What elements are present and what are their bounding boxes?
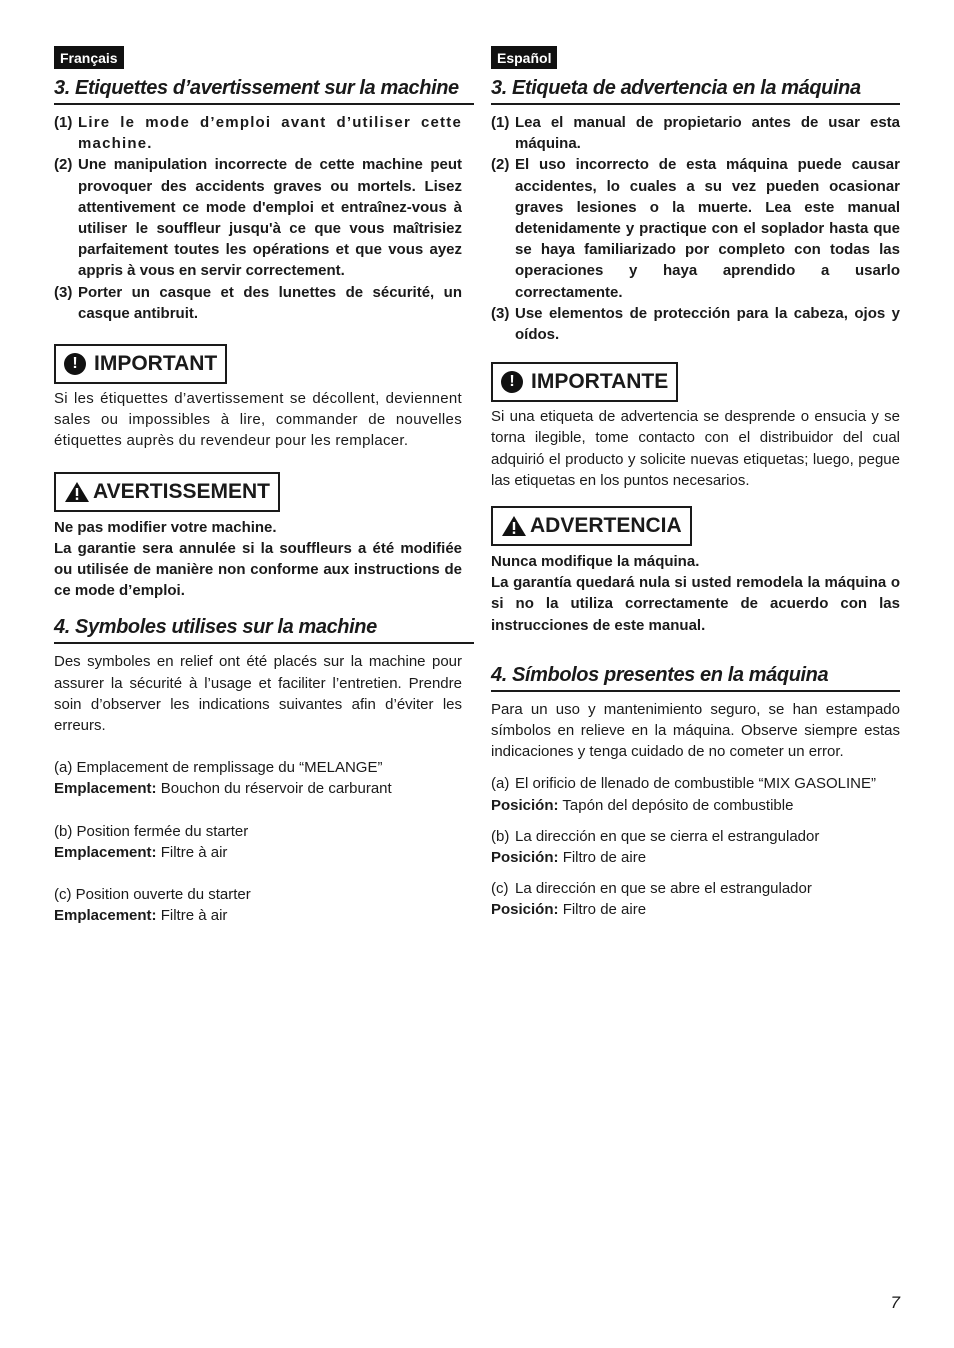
warning-label: AVERTISSEMENT bbox=[93, 479, 270, 503]
item-number: (1) bbox=[491, 114, 510, 131]
section-4-title: 4. Símbolos presentes en la máquina bbox=[491, 663, 900, 692]
location-value: Filtre à air bbox=[160, 907, 228, 925]
item-text: Use elementos de protección para la cabeza, ojos y oídos. bbox=[515, 304, 900, 344]
location-label: Emplacement: bbox=[54, 843, 157, 861]
list-item bbox=[54, 282, 462, 324]
important-box-wrap bbox=[54, 344, 462, 384]
list-item bbox=[54, 154, 462, 281]
warning-line-2: La garantía quedará nula si usted remodela la máquina o si no la utiliza correctamente de acuerdo con las instrucciones de este manual. bbox=[491, 574, 900, 634]
symbol-description bbox=[54, 821, 462, 842]
symbol-text: La dirección en que se cierra el estrangulador bbox=[515, 827, 820, 845]
symbol-entry bbox=[491, 826, 900, 868]
language-tag: Français bbox=[54, 46, 124, 69]
location-label: Posición: bbox=[491, 901, 559, 919]
page-number: 7 bbox=[890, 1293, 900, 1312]
symbol-letter: (b) bbox=[54, 822, 73, 840]
location-label: Posición: bbox=[491, 796, 559, 814]
warning-triangle-icon bbox=[501, 515, 527, 537]
item-text: El uso incorrecto de esta máquina puede causar accidentes, lo cuales a su vez pueden ocasionar graves lesiones o la muerte. Lea este manual detenidamente y practique con el soplador hasta que se haya familiarizado por completo con todas las operaciones y haya aprendido a usarlo correctamente. bbox=[515, 156, 900, 301]
warning-box bbox=[491, 506, 692, 546]
location-label: Emplacement: bbox=[54, 780, 157, 798]
warning-label: ADVERTENCIA bbox=[530, 514, 682, 538]
symbol-letter: (a) bbox=[491, 775, 510, 793]
column-french bbox=[54, 46, 462, 926]
section-3-title: 3. Etiquettes d’avertissement sur la machine bbox=[54, 76, 474, 105]
important-text: Si una etiqueta de advertencia se desprende o ensucia y se torna ilegible, tome contacto con el distribuidor del cual adquirió el producto y solicite nuevas etiquetas; luego, pegue las etiquetas en los puntos necesarios. bbox=[491, 408, 900, 489]
warning-label-list bbox=[54, 112, 462, 324]
item-text: Lea el manual de propietario antes de usar esta máquina. bbox=[515, 114, 900, 153]
symbol-location bbox=[54, 842, 462, 863]
symbol-location bbox=[54, 905, 462, 926]
symbol-description bbox=[491, 826, 900, 847]
symbol-entry bbox=[491, 773, 900, 815]
exclamation-icon: ! bbox=[64, 353, 86, 375]
important-text: Si les étiquettes d’avertissement se décollent, deviennent sales ou impossibles à lire, commander de nouvelles étiquettes auprès du revendeur pour les remplacer. bbox=[54, 390, 462, 450]
important-box-wrap bbox=[491, 362, 900, 402]
symbol-entry bbox=[491, 878, 900, 920]
location-value: Tapón del depósito de combustible bbox=[562, 796, 794, 814]
language-tag: Español bbox=[491, 46, 557, 69]
section-4-title: 4. Symboles utilises sur la machine bbox=[54, 615, 474, 644]
item-text: Porter un casque et des lunettes de sécurité, un casque antibruit. bbox=[78, 283, 462, 322]
symbol-text: La dirección en que se abre el estrangulador bbox=[515, 880, 812, 898]
symbol-letter: (a) bbox=[54, 759, 73, 777]
important-box bbox=[491, 362, 678, 402]
section-4-intro: Des symboles en relief ont été placés sur la machine pour assurer la sécurité à l’usage et faciliter l’entretien. Prendre soin d’observer les indications suivantes afin d’éviter les erreurs. bbox=[54, 653, 462, 735]
section-3-title: 3. Etiqueta de advertencia en la máquina bbox=[491, 76, 900, 105]
warning-label-list bbox=[491, 112, 900, 345]
item-text: Lire le mode d’emploi avant d’utiliser cette machine. bbox=[78, 114, 462, 153]
warning-line-1: Nunca modifique la máquina. bbox=[491, 553, 700, 571]
exclamation-icon: ! bbox=[501, 371, 523, 393]
symbol-location bbox=[491, 847, 900, 868]
symbol-description bbox=[54, 757, 462, 778]
symbol-entry bbox=[54, 884, 462, 926]
warning-box-wrap bbox=[491, 506, 900, 546]
location-label: Posición: bbox=[491, 849, 559, 867]
location-value: Bouchon du réservoir de carburant bbox=[160, 780, 392, 798]
list-item bbox=[491, 154, 900, 302]
item-text: Une manipulation incorrecte de cette machine peut provoquer des accidents graves ou mortels. Lisez attentivement ce mode d'emploi et entraînez-vous à utiliser le souffleur jusqu'à ce que vous maîtrisiez parfaitement toutes les opérations et que vous ayez appris à vous en servir correctement. bbox=[78, 156, 462, 280]
warning-box-wrap bbox=[54, 472, 462, 512]
item-number: (1) bbox=[54, 114, 73, 131]
list-item bbox=[491, 112, 900, 154]
symbol-text: Position fermée du starter bbox=[76, 822, 249, 840]
item-number: (3) bbox=[54, 283, 73, 301]
location-value: Filtro de aire bbox=[562, 901, 647, 919]
symbol-location bbox=[491, 899, 900, 920]
warning-box bbox=[54, 472, 280, 512]
symbol-location bbox=[54, 778, 462, 799]
warning-triangle-icon bbox=[64, 481, 90, 503]
item-number: (2) bbox=[491, 156, 510, 174]
symbol-text: El orificio de llenado de combustible “MIX GASOLINE” bbox=[515, 775, 876, 793]
important-label: IMPORTANTE bbox=[531, 370, 669, 394]
important-label: IMPORTANT bbox=[94, 352, 218, 376]
column-spanish bbox=[491, 46, 900, 921]
section-4-intro: Para un uso y mantenimiento seguro, se han estampado símbolos en relieve en la máquina. Observe siempre estas indicaciones y tenga cuidado de no cometer un error. bbox=[491, 700, 900, 761]
important-box bbox=[54, 344, 227, 384]
symbol-description bbox=[491, 878, 900, 899]
symbol-text: Emplacement de remplissage du “MELANGE” bbox=[76, 759, 383, 777]
symbol-letter: (c) bbox=[491, 880, 509, 898]
item-number: (3) bbox=[491, 304, 510, 322]
symbol-location bbox=[491, 795, 900, 816]
list-item bbox=[54, 112, 462, 154]
location-value: Filtre à air bbox=[160, 843, 228, 861]
symbol-text: Position ouverte du starter bbox=[75, 886, 251, 904]
list-item bbox=[491, 303, 900, 345]
symbol-letter: (c) bbox=[54, 886, 72, 904]
symbol-entry bbox=[54, 821, 462, 863]
location-value: Filtro de aire bbox=[562, 849, 647, 867]
warning-line-1: Ne pas modifier votre machine. bbox=[54, 518, 277, 536]
symbol-letter: (b) bbox=[491, 827, 510, 845]
symbol-entry bbox=[54, 757, 462, 799]
location-label: Emplacement: bbox=[54, 907, 157, 925]
symbol-description bbox=[491, 773, 900, 794]
warning-line-2: La garantie sera annulée si la souffleurs a été modifiée ou utilisée de manière non conforme aux instructions de ce mode d’emploi. bbox=[54, 539, 462, 600]
symbol-description bbox=[54, 884, 462, 905]
item-number: (2) bbox=[54, 156, 73, 174]
